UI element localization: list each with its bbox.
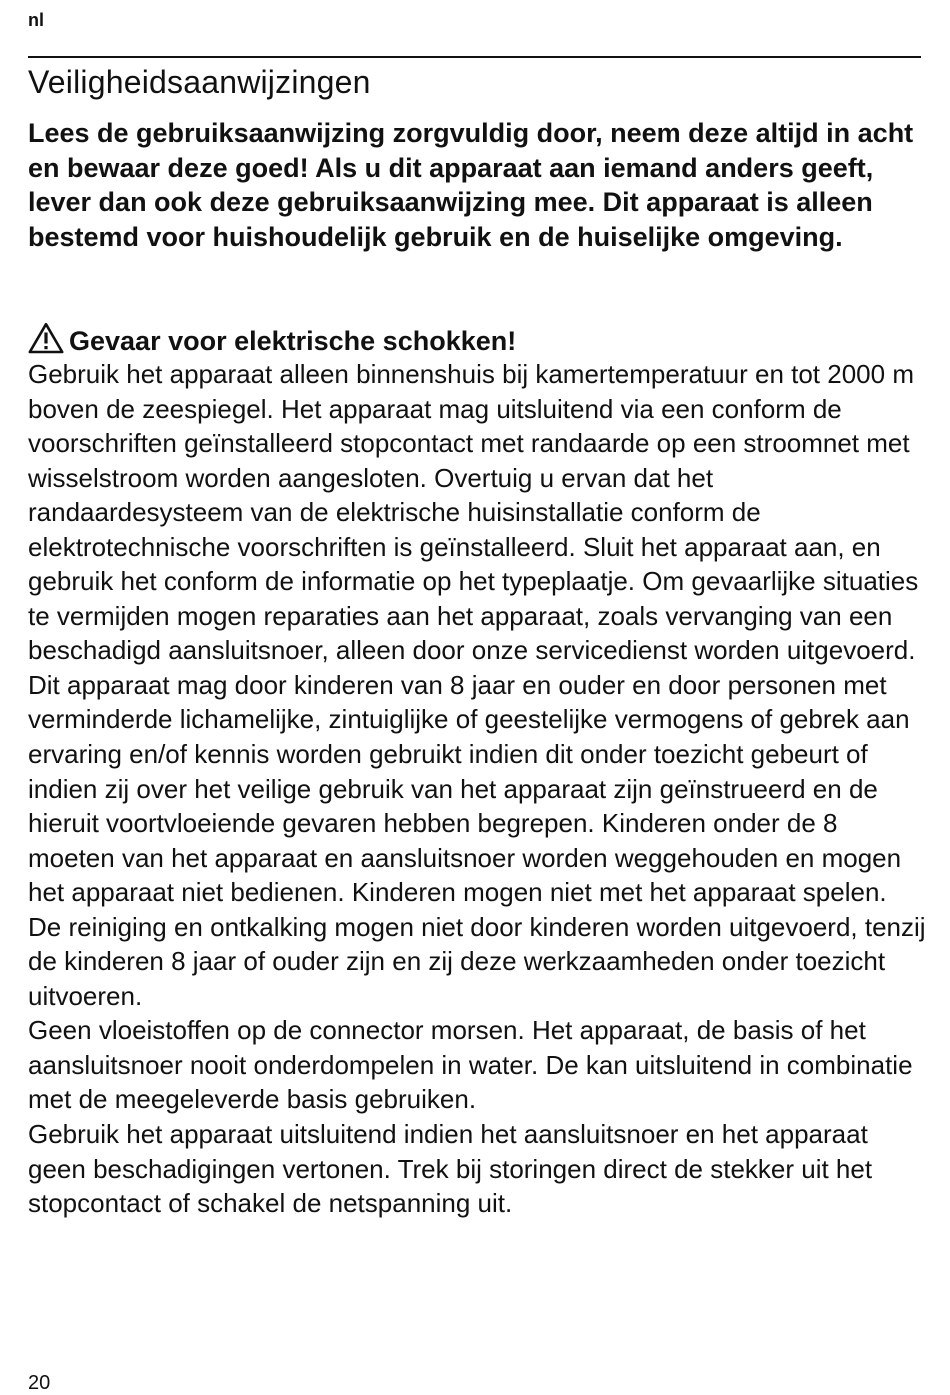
body-paragraph-damage: Gebruik het apparaat uitsluitend indien het aansluitsnoer en het apparaat geen beschadigingen vertonen. Trek bij storingen direct de stekker uit het stopcontact of schakel de netspanning uit.	[28, 1119, 873, 1219]
warning-heading	[28, 322, 516, 359]
body-paragraph-cleaning: De reiniging en ontkalking mogen niet door kinderen worden uitgevoerd, tenzij de kinderen 8 jaar of ouder zijn en zij deze werkzaamheden onder toezicht uitvoeren.	[28, 911, 926, 1011]
header-divider	[28, 56, 921, 58]
warning-heading-text: Gevaar voor elektrische schokken!	[69, 326, 517, 356]
body-paragraph-electrical: Gebruik het apparaat alleen binnenshuis bij kamertemperatuur en tot 2000 m boven de zeespiegel. Het apparaat mag uitsluitend via een conform de voorschriften geïnstalleerd stopcontact met randaarde op een stroomnet met wisselstroom worden aangesloten. Overtuig u ervan dat het randaardesysteem van de elektrische huisinstallatie conform de elektrotechnische voorschriften is geïnstalleerd. Sluit het apparaat aan, en gebruik het conform de informatie op het typeplaatje. Om gevaarlijke situaties te vermijden mogen reparaties aan het apparaat, zoals vervanging van een beschadigd aansluitsnoer, alleen door onze servicedienst worden uitgevoerd.	[28, 359, 919, 666]
warning-body	[28, 357, 928, 1221]
page-number: 20	[28, 1372, 51, 1394]
body-paragraph-liquids: Geen vloeistoffen op de connector morsen. Het apparaat, de basis of het aansluitsnoer nooit onderdompelen in water. De kan uitsluitend in combinatie met de meegeleverde basis gebruiken.	[28, 1015, 913, 1115]
language-tag: nl	[28, 10, 44, 30]
intro-paragraph: Lees de gebruiksaanwijzing zorgvuldig door, neem deze altijd in acht en bewaar deze goed! Als u dit apparaat aan iemand anders geeft, lever dan ook deze gebruiksaanwijzing mee. Dit apparaat is alleen bestemd voor huishoudelijk gebruik en de huiselijke omgeving.	[28, 118, 914, 252]
section-title: Veiligheidsaanwijzingen	[28, 64, 371, 100]
warning-triangle-icon	[28, 322, 64, 354]
body-paragraph-children: Dit apparaat mag door kinderen van 8 jaar en ouder en door personen met verminderde lichamelijke, zintuiglijke of geestelijke vermogens of gebrek aan ervaring en/of kennis worden gebruikt indien dit onder toezicht gebeurt of indien zij over het veilige gebruik van het apparaat zijn geïnstrueerd en de hieruit voortvloeiende gevaren hebben begrepen. Kinderen onder de 8 moeten van het apparaat en aansluitsnoer worden weggehouden en mogen het apparaat niet bedienen. Kinderen mogen niet met het apparaat spelen.	[28, 669, 910, 908]
